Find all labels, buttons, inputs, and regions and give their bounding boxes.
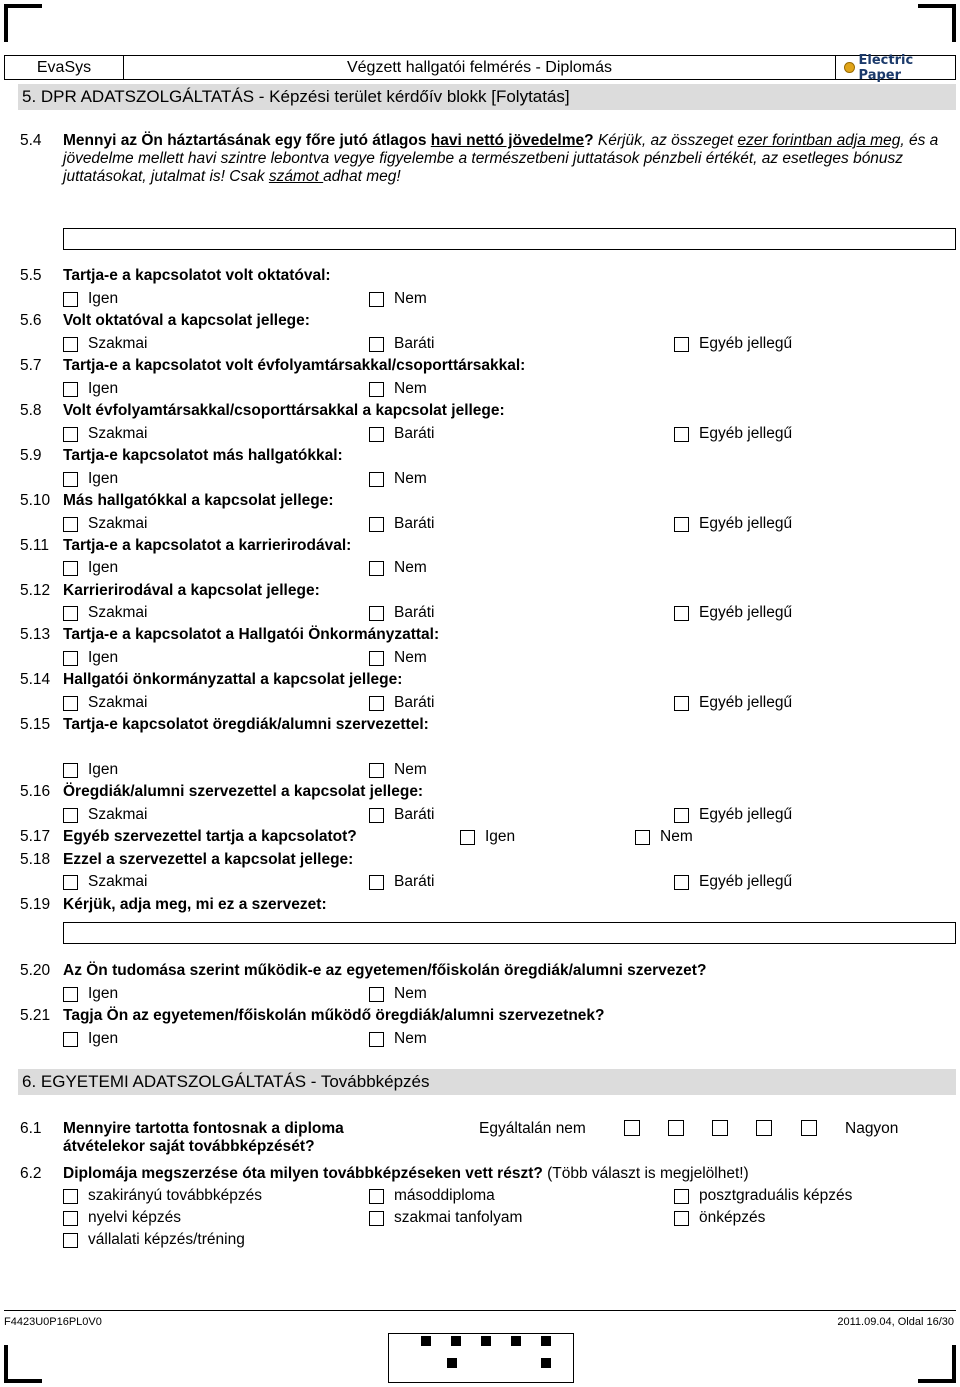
option-label: Baráti: [394, 873, 435, 890]
electric-paper-logo-icon: [844, 62, 855, 73]
question-5-8-text: Volt évfolyamtársakkal/csoporttársakkal a kapcsolat jellege:: [63, 402, 505, 419]
checkbox[interactable]: [63, 472, 78, 487]
option-label: Szakmai: [88, 806, 148, 823]
checkbox[interactable]: [63, 606, 78, 621]
option-5-13-nem[interactable]: [369, 649, 427, 667]
option-label: Igen: [88, 985, 119, 1002]
checkbox[interactable]: [63, 696, 78, 711]
option-5-20-igen[interactable]: [63, 985, 118, 1003]
checkbox[interactable]: [674, 427, 689, 442]
option-label: Nem: [394, 761, 427, 778]
option-5-17-igen[interactable]: [460, 828, 515, 846]
checkbox[interactable]: [63, 763, 78, 778]
checkbox[interactable]: [674, 337, 689, 352]
question-number: 5.12: [20, 582, 51, 599]
checkbox[interactable]: [369, 517, 384, 532]
option-5-14-szakmai[interactable]: [63, 694, 147, 712]
checkbox[interactable]: [369, 561, 384, 576]
checkbox[interactable]: [369, 696, 384, 711]
option-6-2-posztgradualis[interactable]: [674, 1187, 852, 1205]
option-5-12-egyeb[interactable]: [674, 604, 792, 622]
question-5-7-text: Tartja-e a kapcsolatot volt évfolyamtársakkal/csoporttársakkal:: [63, 357, 526, 374]
option-5-21-nem[interactable]: [369, 1030, 427, 1048]
checkbox[interactable]: [635, 830, 650, 845]
option-5-10-egyeb[interactable]: [674, 515, 792, 533]
option-5-15-igen[interactable]: [63, 761, 118, 779]
option-label: Egyéb jellegű: [699, 873, 793, 890]
corner-mark-top-left: [4, 4, 42, 42]
option-label: Nem: [394, 470, 427, 487]
corner-mark-top-right: [918, 4, 956, 42]
option-5-18-barati[interactable]: [369, 873, 435, 891]
option-5-7-igen[interactable]: [63, 380, 118, 398]
option-label: Igen: [485, 828, 516, 845]
question-number: 5.21: [20, 1007, 51, 1024]
option-5-6-egyeb[interactable]: [674, 335, 792, 353]
option-5-9-nem[interactable]: [369, 470, 427, 488]
brand-name: Electric Paper: [858, 52, 914, 83]
option-label: Szakmai: [88, 335, 148, 352]
option-label: Igen: [88, 470, 119, 487]
question-number: 6.2: [20, 1165, 42, 1182]
question-5-6-text: Volt oktatóval a kapcsolat jellege:: [63, 312, 310, 329]
option-5-9-igen[interactable]: [63, 470, 118, 488]
question-5-17-text: Egyéb szervezettel tartja a kapcsolatot?: [63, 828, 357, 845]
checkbox[interactable]: [674, 1189, 689, 1204]
question-5-15-text: Tartja-e kapcsolatot öregdiák/alumni szervezettel:: [63, 716, 429, 733]
question-5-13-text: Tartja-e a kapcsolatot a Hallgatói Önkormányzattal:: [63, 626, 440, 643]
question-number: 5.7: [20, 357, 42, 374]
option-label: Igen: [88, 380, 119, 397]
corner-mark-bottom-left: [4, 1345, 42, 1383]
option-5-8-barati[interactable]: [369, 425, 435, 443]
checkbox[interactable]: [369, 382, 384, 397]
option-label: Baráti: [394, 806, 435, 823]
checkbox[interactable]: [63, 561, 78, 576]
question-number: 5.15: [20, 716, 51, 733]
checkbox[interactable]: [369, 337, 384, 352]
app-name: EvaSys: [4, 55, 124, 80]
checkbox[interactable]: [369, 427, 384, 442]
option-label: Szakmai: [88, 604, 148, 621]
option-5-8-egyeb[interactable]: [674, 425, 792, 443]
option-6-2-masoddiploma[interactable]: [369, 1187, 495, 1205]
section-5-title: 5. DPR ADATSZOLGÁLTATÁS - Képzési terület kérdőív blokk [Folytatás]: [18, 84, 956, 110]
question-number: 5.8: [20, 402, 42, 419]
question-6-2-note: (Több választ is megjelölhet!): [542, 1165, 749, 1182]
question-5-11-text: Tartja-e a kapcsolatot a karrierirodával:: [63, 537, 352, 554]
organization-input[interactable]: [63, 922, 956, 944]
option-label: Baráti: [394, 694, 435, 711]
survey-title: Végzett hallgatói felmérés - Diplomás: [124, 55, 836, 80]
question-number: 5.10: [20, 492, 51, 509]
checkbox[interactable]: [674, 696, 689, 711]
section-6-title: 6. EGYETEMI ADATSZOLGÁLTATÁS - Továbbképzés: [18, 1069, 956, 1095]
checkbox[interactable]: [460, 830, 475, 845]
option-label: Igen: [88, 1030, 119, 1047]
option-label: Szakmai: [88, 694, 148, 711]
checkbox[interactable]: [369, 763, 384, 778]
question-number: 5.17: [20, 828, 51, 845]
option-label: Nem: [394, 290, 427, 307]
option-5-16-barati[interactable]: [369, 806, 435, 824]
option-5-11-igen[interactable]: [63, 559, 118, 577]
question-5-12-text: Karrierirodával a kapcsolat jellege:: [63, 582, 320, 599]
option-label: Nem: [394, 1030, 427, 1047]
option-label: Egyéb jellegű: [699, 425, 793, 442]
page-header: [4, 52, 956, 83]
checkbox[interactable]: [674, 875, 689, 890]
question-number: 5.6: [20, 312, 42, 329]
checkbox[interactable]: [674, 517, 689, 532]
checkbox[interactable]: [369, 1032, 384, 1047]
scale-box-1[interactable]: [624, 1120, 640, 1136]
checkbox[interactable]: [369, 1211, 384, 1226]
question-5-16-text: Öregdiák/alumni szervezettel a kapcsolat jellege:: [63, 783, 424, 800]
option-label: Egyéb jellegű: [699, 515, 793, 532]
question-number: 5.19: [20, 896, 51, 913]
option-5-17-nem[interactable]: [635, 828, 693, 846]
checkbox[interactable]: [674, 1211, 689, 1226]
option-5-7-nem[interactable]: [369, 380, 427, 398]
checkbox[interactable]: [63, 1233, 78, 1248]
checkbox[interactable]: [369, 606, 384, 621]
question-number: 5.9: [20, 447, 42, 464]
option-label: Egyéb jellegű: [699, 694, 793, 711]
option-5-21-igen[interactable]: [63, 1030, 118, 1048]
checkbox[interactable]: [369, 808, 384, 823]
question-5-5-text: Tartja-e a kapcsolatot volt oktatóval:: [63, 267, 331, 284]
option-label: Baráti: [394, 604, 435, 621]
option-5-14-barati[interactable]: [369, 694, 435, 712]
question-5-19-text: Kérjük, adja meg, mi ez a szervezet:: [63, 896, 327, 913]
option-label: Szakmai: [88, 425, 148, 442]
question-5-20-text: Az Ön tudomása szerint működik-e az egyetemen/főiskolán öregdiák/alumni szervezet?: [63, 962, 707, 979]
checkbox[interactable]: [674, 606, 689, 621]
checkbox[interactable]: [63, 337, 78, 352]
option-label: önképzés: [699, 1209, 766, 1226]
option-5-20-nem[interactable]: [369, 985, 427, 1003]
brand-logo: [836, 52, 956, 83]
checkbox[interactable]: [63, 427, 78, 442]
option-6-2-tanfolyam[interactable]: [369, 1209, 522, 1227]
scale-low-label: Egyáltalán nem: [479, 1120, 586, 1137]
checkbox[interactable]: [63, 292, 78, 307]
checkbox[interactable]: [369, 875, 384, 890]
option-5-10-barati[interactable]: [369, 515, 435, 533]
checkbox[interactable]: [369, 472, 384, 487]
question-number: 6.1: [20, 1120, 42, 1137]
checkbox[interactable]: [63, 1211, 78, 1226]
corner-mark-bottom-right: [918, 1345, 956, 1383]
option-label: nyelvi képzés: [88, 1209, 182, 1226]
option-label: Igen: [88, 559, 119, 576]
option-6-2-onkepzes[interactable]: [674, 1209, 765, 1227]
question-6-2-text: Diplomája megszerzése óta milyen továbbképzéseken vett részt? (Több választ is megjelölhet!): [63, 1165, 749, 1182]
option-label: Egyéb jellegű: [699, 806, 793, 823]
checkbox[interactable]: [369, 651, 384, 666]
question-number: 5.18: [20, 851, 51, 868]
option-label: Igen: [88, 761, 119, 778]
scan-barcode-icon: [388, 1333, 574, 1383]
question-5-21-text: Tagja Ön az egyetemen/főiskolán működő öregdiák/alumni szervezetnek?: [63, 1007, 605, 1024]
question-5-10-text: Más hallgatókkal a kapcsolat jellege:: [63, 492, 334, 509]
question-number: 5.13: [20, 626, 51, 643]
scale-box-5[interactable]: [801, 1120, 817, 1136]
option-5-16-szakmai[interactable]: [63, 806, 147, 824]
option-5-18-egyeb[interactable]: [674, 873, 792, 891]
option-label: Nem: [394, 985, 427, 1002]
question-number: 5.20: [20, 962, 51, 979]
option-label: Egyéb jellegű: [699, 335, 793, 352]
option-label: Igen: [88, 649, 119, 666]
checkbox[interactable]: [63, 1032, 78, 1047]
checkbox[interactable]: [674, 808, 689, 823]
scale-box-3[interactable]: [712, 1120, 728, 1136]
option-6-2-nyelvi[interactable]: [63, 1209, 181, 1227]
checkbox[interactable]: [369, 1189, 384, 1204]
option-6-2-szakiranyu[interactable]: [63, 1187, 262, 1205]
option-label: szakmai tanfolyam: [394, 1209, 523, 1226]
question-number: 5.14: [20, 671, 51, 688]
option-5-12-barati[interactable]: [369, 604, 435, 622]
checkbox[interactable]: [369, 292, 384, 307]
option-5-15-nem[interactable]: [369, 761, 427, 779]
footer-divider: [4, 1310, 956, 1311]
scale-box-4[interactable]: [756, 1120, 772, 1136]
option-label: Baráti: [394, 335, 435, 352]
option-label: posztgraduális képzés: [699, 1187, 853, 1204]
option-label: Baráti: [394, 425, 435, 442]
option-label: vállalati képzés/tréning: [88, 1231, 245, 1248]
option-label: szakirányú továbbképzés: [88, 1187, 263, 1204]
scale-high-label: Nagyon: [845, 1120, 899, 1137]
option-5-14-egyeb[interactable]: [674, 694, 792, 712]
question-5-14-text: Hallgatói önkormányzattal a kapcsolat jellege:: [63, 671, 403, 688]
checkbox[interactable]: [63, 651, 78, 666]
option-5-6-szakmai[interactable]: [63, 335, 147, 353]
option-label: Nem: [394, 559, 427, 576]
option-label: Egyéb jellegű: [699, 604, 793, 621]
checkbox[interactable]: [63, 1189, 78, 1204]
checkbox[interactable]: [369, 987, 384, 1002]
option-label: másoddiploma: [394, 1187, 495, 1204]
checkbox[interactable]: [63, 382, 78, 397]
option-label: Szakmai: [88, 515, 148, 532]
question-5-18-text: Ezzel a szervezettel a kapcsolat jellege:: [63, 851, 354, 868]
question-number: 5.11: [20, 537, 50, 554]
question-5-9-text: Tartja-e kapcsolatot más hallgatókkal:: [63, 447, 343, 464]
checkbox[interactable]: [63, 517, 78, 532]
income-input[interactable]: [63, 228, 956, 250]
option-label: Nem: [394, 380, 427, 397]
checkbox[interactable]: [63, 987, 78, 1002]
date-page-number: 2011.09.04, Oldal 16/30: [837, 1316, 954, 1328]
question-6-1-text: Mennyire tartotta fontosnak a diploma átvételekor saját továbbképzését?: [63, 1120, 344, 1155]
option-5-11-nem[interactable]: [369, 559, 427, 577]
option-5-5-nem[interactable]: [369, 290, 427, 308]
question-5-4-text: Mennyi az Ön háztartásának egy főre jutó átlagos havi nettó jövedelme? Kérjük, az összeget ezer forintban adja meg, és a jövedelme mellett havi szintre lebontva vegye figyelembe a természetbeni juttatások pénzbeli értékét, az esetleges bónusz juttatásokat, jutalmat is! Csak számot adhat meg!: [63, 132, 939, 185]
form-code: F4423U0P16PL0V0: [4, 1316, 102, 1328]
option-5-5-igen[interactable]: [63, 290, 118, 308]
option-label: Baráti: [394, 515, 435, 532]
option-label: Szakmai: [88, 873, 148, 890]
checkbox[interactable]: [63, 808, 78, 823]
option-5-18-szakmai[interactable]: [63, 873, 147, 891]
option-label: Nem: [394, 649, 427, 666]
option-5-13-igen[interactable]: [63, 649, 118, 667]
option-label: Igen: [88, 290, 119, 307]
option-5-6-barati[interactable]: [369, 335, 435, 353]
checkbox[interactable]: [63, 875, 78, 890]
option-5-10-szakmai[interactable]: [63, 515, 147, 533]
scale-box-2[interactable]: [668, 1120, 684, 1136]
option-label: Nem: [660, 828, 693, 845]
option-6-2-vallalati[interactable]: [63, 1231, 245, 1249]
option-5-16-egyeb[interactable]: [674, 806, 792, 824]
question-number: 5.4: [20, 132, 42, 149]
question-number: 5.16: [20, 783, 51, 800]
question-number: 5.5: [20, 267, 42, 284]
option-5-8-szakmai[interactable]: [63, 425, 147, 443]
option-5-12-szakmai[interactable]: [63, 604, 147, 622]
